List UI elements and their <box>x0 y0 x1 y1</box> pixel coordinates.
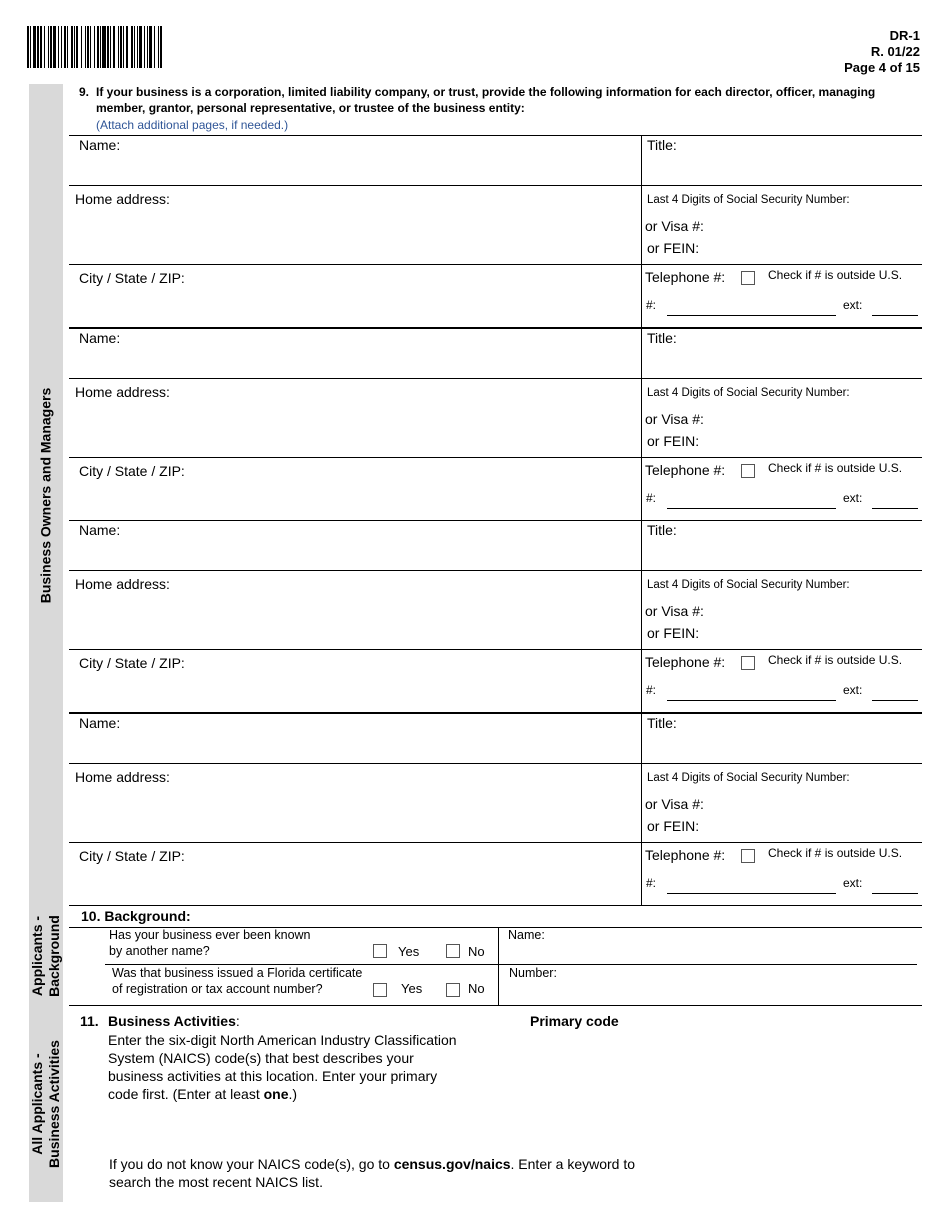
owner-2-ext-label: ext: <box>843 491 863 505</box>
divider <box>641 713 642 905</box>
divider <box>69 520 922 521</box>
divider <box>69 1005 922 1006</box>
naics-help: If you do not know your NAICS code(s), go to census.gov/naics. Enter a keyword to search the most recent NAICS list. <box>109 1156 636 1190</box>
sidebar-activities-label: All Applicants - Business Activities <box>29 1040 62 1168</box>
owner-4-ext-field[interactable] <box>872 893 918 894</box>
owner-1-name-label: Name: <box>79 137 121 153</box>
question-11-number: 11. <box>80 1013 99 1029</box>
known-no-label: No <box>468 944 485 959</box>
owner-2-ext-field[interactable] <box>872 508 918 509</box>
question-11-instructions: Enter the six-digit North American Industry Classification System (NAICS) code(s) that best describes your business activities at this location. Enter your primary code first. (Enter at least one.) <box>108 1032 457 1102</box>
owner-3-city-label: City / State / ZIP: <box>79 655 185 671</box>
known-question-line2: by another name? <box>109 944 210 958</box>
owner-3-outside-us-label: Check if # is outside U.S. <box>768 653 903 667</box>
owner-2-title-label: Title: <box>647 330 677 346</box>
owner-2-telephone-label: Telephone #: <box>645 462 726 478</box>
owner-4-home-address-label: Home address: <box>75 769 170 785</box>
sidebar-activities <box>29 1006 63 1202</box>
owner-2-ssn-label: Last 4 Digits of Social Security Number: <box>647 387 850 399</box>
divider <box>69 135 922 136</box>
issued-question-line2: of registration or tax account number? <box>112 982 323 996</box>
owner-4-city-label: City / State / ZIP: <box>79 848 185 864</box>
owner-1-outside-us-label: Check if # is outside U.S. <box>768 268 903 282</box>
sidebar-owners-label: Business Owners and Managers <box>37 387 54 603</box>
owner-4-outside-us-label: Check if # is outside U.S. <box>768 846 903 860</box>
attach-note: (Attach additional pages, if needed.) <box>96 118 289 132</box>
owner-1-ext-label: ext: <box>843 298 863 312</box>
owner-1-city-label: City / State / ZIP: <box>79 270 185 286</box>
owner-1-fein-label: or FEIN: <box>647 240 700 256</box>
owner-2-outside-us-checkbox[interactable] <box>741 464 755 478</box>
owner-3-phone-field[interactable] <box>667 700 836 701</box>
sidebar-background-label: Applicants - Background <box>29 915 62 997</box>
divider <box>641 520 642 712</box>
owner-3-home-address-label: Home address: <box>75 576 170 592</box>
sidebar-owners <box>29 84 63 906</box>
known-no-checkbox[interactable] <box>446 944 460 958</box>
known-question-line1: Has your business ever been known <box>109 928 311 942</box>
owner-1-ssn-label: Last 4 Digits of Social Security Number: <box>647 194 850 206</box>
sidebar-background <box>29 906 63 1006</box>
issued-yes-label: Yes <box>401 981 423 996</box>
divider <box>105 964 917 965</box>
owner-3-ssn-label: Last 4 Digits of Social Security Number: <box>647 579 850 591</box>
issued-yes-checkbox[interactable] <box>373 983 387 997</box>
owner-2-phone-hash-label: #: <box>646 491 657 505</box>
owner-3-telephone-label: Telephone #: <box>645 654 726 670</box>
owner-3-ext-field[interactable] <box>872 700 918 701</box>
owner-2-visa-label: or Visa #: <box>645 411 704 427</box>
primary-code-label: Primary code <box>530 1013 619 1029</box>
owner-4-name-label: Name: <box>79 715 121 731</box>
divider <box>641 328 642 520</box>
owner-3-fein-label: or FEIN: <box>647 625 700 641</box>
question-9-text: If your business is a corporation, limited liability company, or trust, provide the following information for each director, officer, managing member, grantor, personal representative, or trustee of the business entity: <box>96 85 876 115</box>
owner-4-phone-field[interactable] <box>667 893 836 894</box>
owner-1-phone-field[interactable] <box>667 315 836 316</box>
background-name-label: Name: <box>508 928 545 942</box>
owner-1-telephone-label: Telephone #: <box>645 269 726 285</box>
form-revision: R. 01/22 <box>870 44 920 59</box>
form-header <box>844 28 920 76</box>
owner-2-phone-field[interactable] <box>667 508 836 509</box>
divider <box>69 378 922 379</box>
issued-no-label: No <box>468 981 485 996</box>
owner-4-title-label: Title: <box>647 715 677 731</box>
owner-4-outside-us-checkbox[interactable] <box>741 849 755 863</box>
background-number-label: Number: <box>509 966 557 980</box>
divider <box>69 328 922 329</box>
owner-4-ssn-label: Last 4 Digits of Social Security Number: <box>647 772 850 784</box>
question-9-number: 9. <box>79 85 90 99</box>
owner-4-fein-label: or FEIN: <box>647 818 700 834</box>
owner-1-phone-hash-label: #: <box>646 298 657 312</box>
form-id: DR-1 <box>889 28 920 43</box>
divider <box>69 185 922 186</box>
divider <box>641 135 642 327</box>
owner-4-telephone-label: Telephone #: <box>645 847 726 863</box>
owner-2-fein-label: or FEIN: <box>647 433 700 449</box>
owner-3-name-label: Name: <box>79 522 121 538</box>
divider <box>69 713 922 714</box>
question-10-heading: 10. Background: <box>81 908 191 924</box>
question-9 <box>79 84 899 116</box>
owner-1-outside-us-checkbox[interactable] <box>741 271 755 285</box>
owner-1-title-label: Title: <box>647 137 677 153</box>
owner-3-ext-label: ext: <box>843 683 863 697</box>
owner-1-ext-field[interactable] <box>872 315 918 316</box>
owner-4-phone-hash-label: #: <box>646 876 657 890</box>
divider <box>69 649 922 650</box>
known-yes-label: Yes <box>398 944 420 959</box>
owner-3-visa-label: or Visa #: <box>645 603 704 619</box>
page-number: Page 4 of 15 <box>844 60 920 75</box>
divider <box>69 905 922 906</box>
known-yes-checkbox[interactable] <box>373 944 387 958</box>
owner-3-title-label: Title: <box>647 522 677 538</box>
issued-question-line1: Was that business issued a Florida certificate <box>112 966 363 980</box>
owner-3-outside-us-checkbox[interactable] <box>741 656 755 670</box>
owner-1-home-address-label: Home address: <box>75 191 170 207</box>
naics-link[interactable]: census.gov/naics <box>393 1156 511 1172</box>
owner-2-outside-us-label: Check if # is outside U.S. <box>768 461 903 475</box>
owner-4-ext-label: ext: <box>843 876 863 890</box>
owner-2-home-address-label: Home address: <box>75 384 170 400</box>
owner-2-city-label: City / State / ZIP: <box>79 463 185 479</box>
divider <box>69 457 922 458</box>
divider <box>69 763 922 764</box>
owner-3-phone-hash-label: #: <box>646 683 657 697</box>
barcode <box>27 26 251 68</box>
divider <box>498 927 499 1005</box>
issued-no-checkbox[interactable] <box>446 983 460 997</box>
divider <box>69 570 922 571</box>
owner-2-name-label: Name: <box>79 330 121 346</box>
owner-1-visa-label: or Visa #: <box>645 218 704 234</box>
question-11-heading: Business Activities: <box>108 1013 240 1029</box>
divider <box>69 842 922 843</box>
divider <box>69 264 922 265</box>
owner-4-visa-label: or Visa #: <box>645 796 704 812</box>
